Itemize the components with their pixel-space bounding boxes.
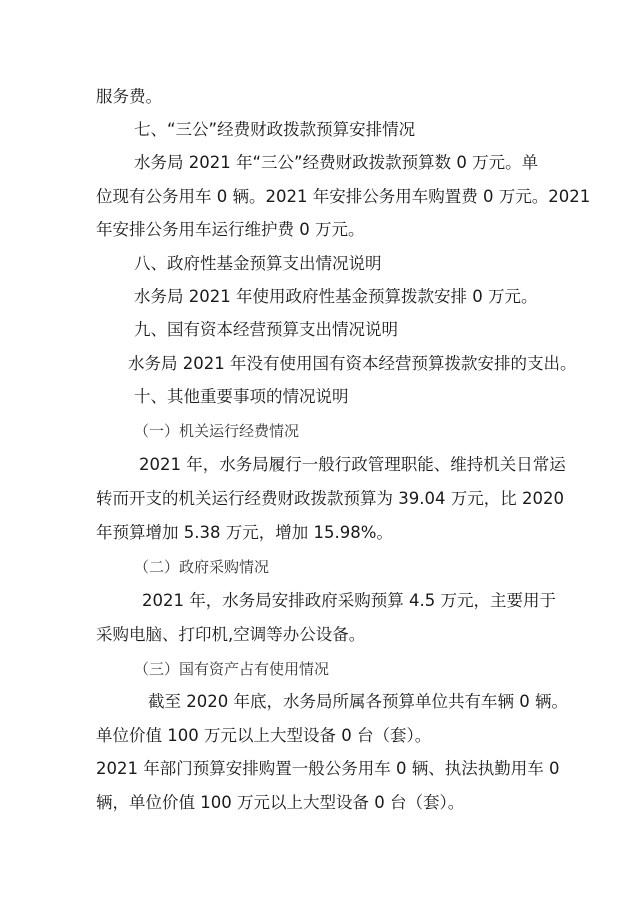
subsection-heading-1: （一）机关运行经费情况: [134, 422, 300, 440]
paragraph-line: 水务局 2021 年使用政府性基金预算拨款安排 0 万元。: [134, 287, 538, 306]
section-heading-9: 九、国有资本经营预算支出情况说明: [134, 320, 398, 339]
paragraph-line: 服务费。: [96, 87, 162, 106]
paragraph-line: 转而开支的机关运行经费财政拨款预算为 39.04 万元，比 2020: [96, 489, 564, 508]
paragraph-line: 2021 年，水务局安排政府采购预算 4.5 万元，主要用于: [142, 591, 556, 610]
section-heading-10: 十、其他重要事项的情况说明: [134, 387, 349, 406]
section-heading-7: 七、“三公”经费财政拨款预算安排情况: [134, 120, 416, 139]
subsection-heading-3: （三）国有资产占有使用情况: [134, 660, 330, 678]
paragraph-line: 辆，单位价值 100 万元以上大型设备 0 台（套）。: [96, 793, 465, 812]
paragraph-line: 水务局 2021 年“三公”经费财政拨款预算数 0 万元。单: [134, 153, 539, 172]
paragraph-line: 年安排公务用车运行维护费 0 万元。: [96, 220, 365, 239]
paragraph-line: 水务局 2021 年没有使用国有资本经营预算拨款安排的支出。: [128, 354, 577, 373]
subsection-heading-2: （二）政府采购情况: [134, 558, 270, 576]
section-heading-8: 八、政府性基金预算支出情况说明: [134, 254, 382, 273]
paragraph-line: 单位价值 100 万元以上大型设备 0 台（套）。: [96, 726, 432, 745]
paragraph-line: 2021 年，水务局履行一般行政管理职能、维持机关日常运: [139, 455, 566, 474]
paragraph-line: 截至 2020 年底，水务局所属各预算单位共有车辆 0 辆。: [148, 692, 568, 711]
paragraph-line: 2021 年部门预算安排购置一般公务用车 0 辆、执法执勤用车 0: [96, 759, 560, 778]
paragraph-line: 年预算增加 5.38 万元，增加 15.98%。: [96, 523, 393, 542]
paragraph-line: 位现有公务用车 0 辆。2021 年安排公务用车购置费 0 万元。2021: [96, 187, 591, 206]
paragraph-line: 采购电脑、打印机,空调等办公设备。: [96, 625, 366, 644]
